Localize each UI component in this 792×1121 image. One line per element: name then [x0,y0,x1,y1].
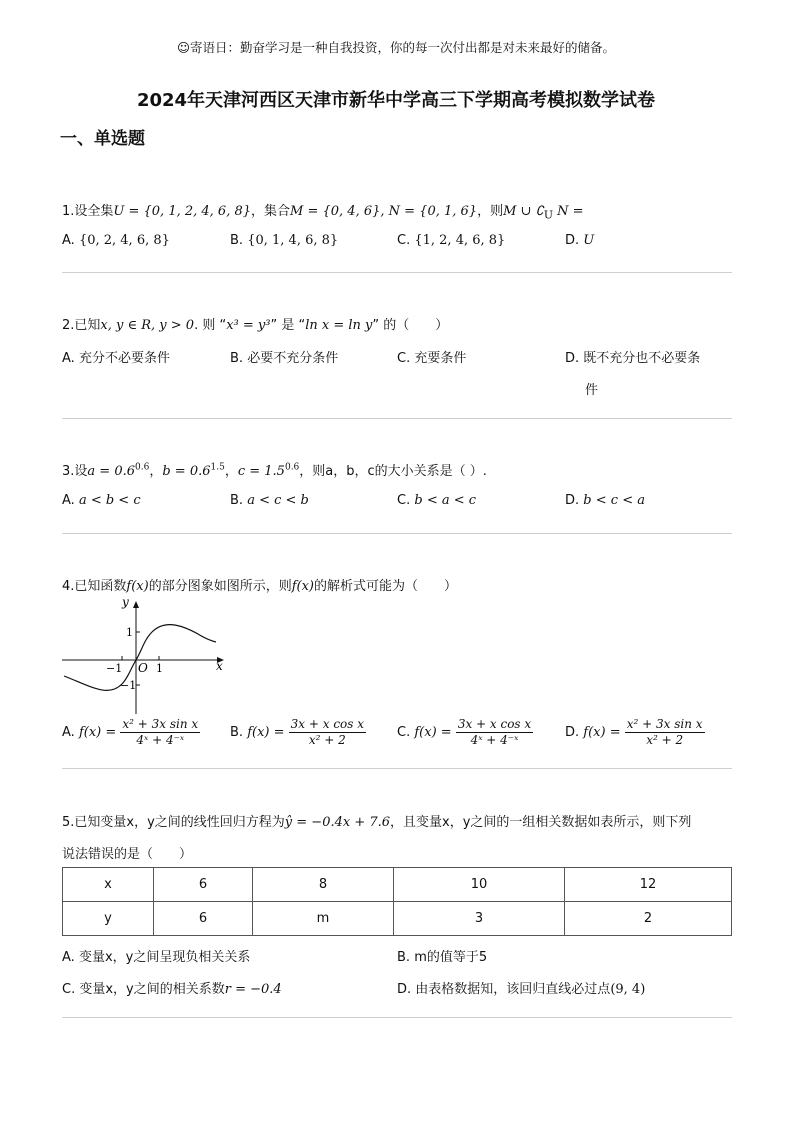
q2-option-b[interactable]: B. 必要不充分条件 [230,351,339,366]
q5-option-a[interactable]: A. 变量x，y之间呈现负相关关系 [62,950,251,965]
divider [62,1017,732,1018]
x-axis-label: x [216,659,223,673]
table-cell: 8 [253,868,394,902]
y-tick-label: 1 [126,626,133,639]
divider [62,272,732,273]
y-tick-label: −1 [120,679,137,692]
table-row [63,902,732,936]
divider [62,418,732,419]
fraction: $\frac{\text{3x + x cos x}}{\text{x² + 2}}$ [290,717,365,747]
question-4: 4.已知函数f(x)的部分图象如图所示，则f(x)的解析式可能为（ ） [62,579,458,594]
table-cell: 10 [394,868,565,902]
q5-option-c[interactable]: C. 变量x，y之间的相关系数r = −0.4 [62,982,282,997]
q5-option-d[interactable]: D. 由表格数据知，该回归直线必过点(9, 4) [397,982,646,997]
x-tick-label: 1 [156,662,163,675]
divider [62,768,732,769]
exam-title: 2024年天津河西区天津市新华中学高三下学期高考模拟数学试卷 [136,90,656,111]
fraction: $\frac{\text{3x + x cos x}}{\text{4ˣ + 4⁻ˣ}}$ [457,717,532,747]
q3-option-d[interactable]: D. b < c < a [565,493,645,508]
table-cell: 12 [565,868,732,902]
question-2: 2.已知x, y ∈ R, y > 0. 则 “x³ = y³” 是 “ln x = ln y” 的（ ） [62,318,449,333]
fraction: $\frac{\text{x² + 3x sin x}}{\text{4ˣ + 4⁻ˣ}}$ [122,717,199,747]
header-motto: ☺寄语日：勤奋学习是一种自我投资，你的每一次付出都是对未来最好的储备。 [176,40,616,55]
q3-option-a[interactable]: A. a < b < c [62,493,141,508]
q4-option-a[interactable]: A. f(x) = $\frac{\text{x² + 3x sin x}}{\text{4ˣ + 4⁻ˣ}}$ [62,717,199,747]
table-cell: 3 [394,902,565,936]
q2-option-d-wrap: 件 [585,383,599,398]
q5-option-b[interactable]: B. m的值等于5 [397,950,488,965]
function-curve [64,625,216,691]
table-cell: m [253,902,394,936]
q1-option-a[interactable]: A. {0, 2, 4, 6, 8} [62,233,170,248]
table-row [63,868,732,902]
q1-option-c[interactable]: C. {1, 2, 4, 6, 8} [397,233,506,248]
question-3: 3.设$a = 0.6^{0.6}$，$b = 0.6^{1.5}$，$c = 1.5^{0.6}$，则a，b，c的大小关系是（ ）. [62,462,487,479]
x-tick-label: −1 [106,662,123,675]
fraction: $\frac{\text{x² + 3x sin x}}{\text{x² + 2}}$ [626,717,703,747]
y-axis-label: y [122,595,129,609]
table-cell: 6 [154,902,253,936]
table-cell: 6 [154,868,253,902]
q4-option-d[interactable]: D. f(x) = $\frac{\text{x² + 3x sin x}}{\text{x² + 2}}$ [565,717,703,747]
q4-option-c[interactable]: C. f(x) = $\frac{\text{3x + x cos x}}{\text{4ˣ + 4⁻ˣ}}$ [397,717,532,747]
question-5: 5.已知变量x，y之间的线性回归方程为ŷ = −0.4x + 7.6，且变量x，y之间的一组相关数据如表所示，则下列 [62,815,692,830]
q2-option-d[interactable]: D. 既不充分也不必要条 [565,351,701,366]
q2-option-c[interactable]: C. 充要条件 [397,351,467,366]
q2-option-a[interactable]: A. 充分不必要条件 [62,351,170,366]
q3-option-c[interactable]: C. b < a < c [397,493,477,508]
section-heading: 一、单选题 [60,129,145,149]
q4-option-b[interactable]: B. f(x) = $\frac{\text{3x + x cos x}}{\text{x² + 2}}$ [230,717,365,747]
table-cell: 2 [565,902,732,936]
q3-option-b[interactable]: B. a < c < b [230,493,309,508]
origin-label: O [138,661,148,675]
table-cell: y [63,902,154,936]
divider [62,533,732,534]
q1-option-b[interactable]: B. {0, 1, 4, 6, 8} [230,233,339,248]
q1-option-d[interactable]: D. U [565,233,595,248]
data-table [62,867,732,936]
function-graph [60,594,230,716]
question-5-line2: 说法错误的是（ ） [62,847,193,862]
question-1: 1.设全集U = {0, 1, 2, 4, 6, 8}，集合M = {0, 4, 6}, N = {0, 1, 6}，则M ∪ $∁_U$ N = [62,204,584,222]
y-axis-arrow [133,601,139,608]
table-cell: x [63,868,154,902]
